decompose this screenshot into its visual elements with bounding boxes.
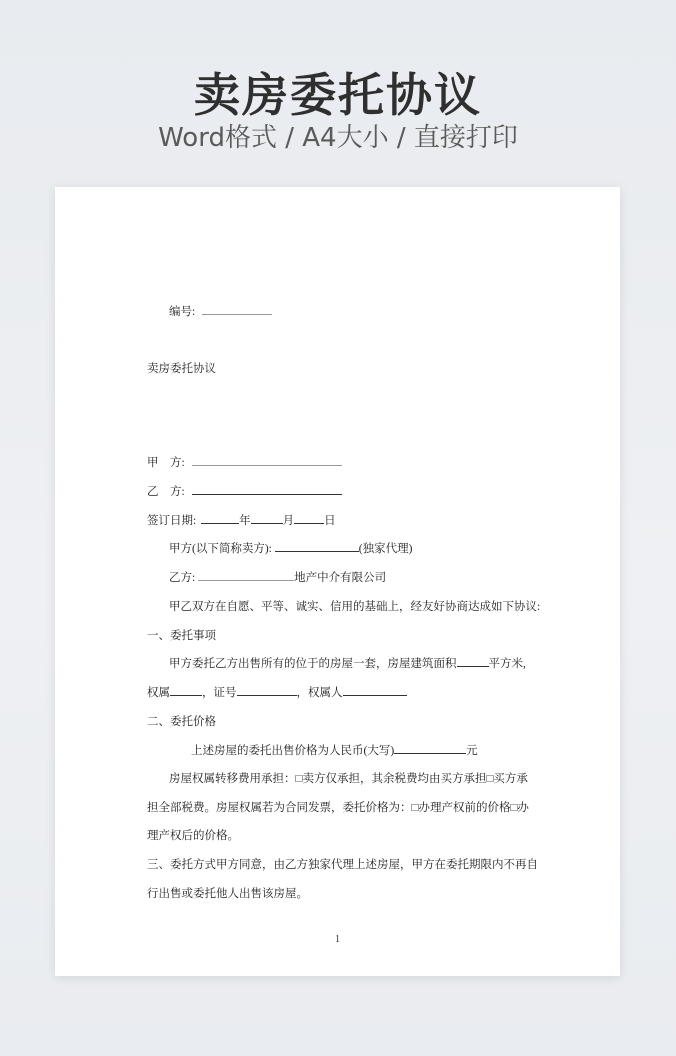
doc-number-line [169,304,272,320]
hero-title: 卖房委托协议 [194,68,482,122]
doc-number-label: 编号: [169,306,196,318]
doc-number-blank [202,304,272,315]
section-1-para-1 [169,656,526,672]
document-page [55,187,620,976]
day-label: 日 [324,515,336,527]
cert-number-blank [237,685,297,696]
seller-label: 甲方(以下简称卖方): [169,543,272,555]
agent-line [169,570,386,586]
year-label: 年 [239,515,251,527]
hero-subtitle: Word格式 / A4大小 / 直接打印 [158,123,518,153]
section-2-para-4: 理产权后的价格。 [147,830,239,842]
party-a-blank [192,455,342,466]
party-b-blank [192,484,342,495]
yuan-label: 元 [466,745,478,757]
party-a-line [147,455,342,471]
exclusive-agency-label: (独家代理) [358,543,413,555]
section-1-para-2 [147,685,407,701]
party-a-label: 甲 方: [147,457,185,469]
party-b-line [147,484,342,500]
sign-date-line [147,513,336,529]
agent-blank [198,570,294,581]
intro-paragraph: 甲乙双方在自愿、平等、诚实、信用的基础上，经友好协商达成如下协议: [169,601,541,613]
section-3-para-2: 行出售或委托他人出售该房屋。 [147,888,308,900]
area-blank [457,656,489,667]
owner-label: ，权属人 [296,687,343,699]
doc-title: 卖房委托协议 [147,363,216,375]
ownership-blank [170,685,202,696]
section-1-text-b: 平方米, [488,658,526,670]
agent-label: 乙方: [169,572,196,584]
price-text: 上述房屋的委托出售价格为人民币(大写) [191,745,395,757]
section-2-para-3: 担全部税费。房屋权属若为合同发票，委托价格为：□办理产权前的价格□办 [147,802,529,814]
seller-blank [275,541,359,552]
month-label: 月 [282,515,295,527]
page-number: 1 [335,934,340,945]
owner-blank [343,685,407,696]
ownership-label: 权属 [147,687,170,699]
section-2-para-2: 房屋权属转移费用承担：□卖方仅承担，其余税费均由买方承担□买方承 [169,773,528,785]
day-blank [294,513,324,524]
cert-number-label: ，证号 [202,687,237,699]
agent-company-label: 地产中介有限公司 [294,572,387,584]
month-blank [251,513,283,524]
price-blank [394,743,466,754]
year-blank [201,513,239,524]
seller-line [169,541,412,557]
section-1-title: 一、委托事项 [147,630,216,642]
section-1-text-a: 甲方委托乙方出售所有的位于的房屋一套，房屋建筑面积 [169,658,457,670]
section-2-title: 二、委托价格 [147,716,216,728]
sign-date-label: 签订日期: [147,515,197,527]
section-2-para-1 [191,743,478,759]
section-3-para-1: 三、委托方式甲方同意，由乙方独家代理上述房屋，甲方在委托期限内不再自 [147,859,538,871]
party-b-label: 乙 方: [147,486,185,498]
